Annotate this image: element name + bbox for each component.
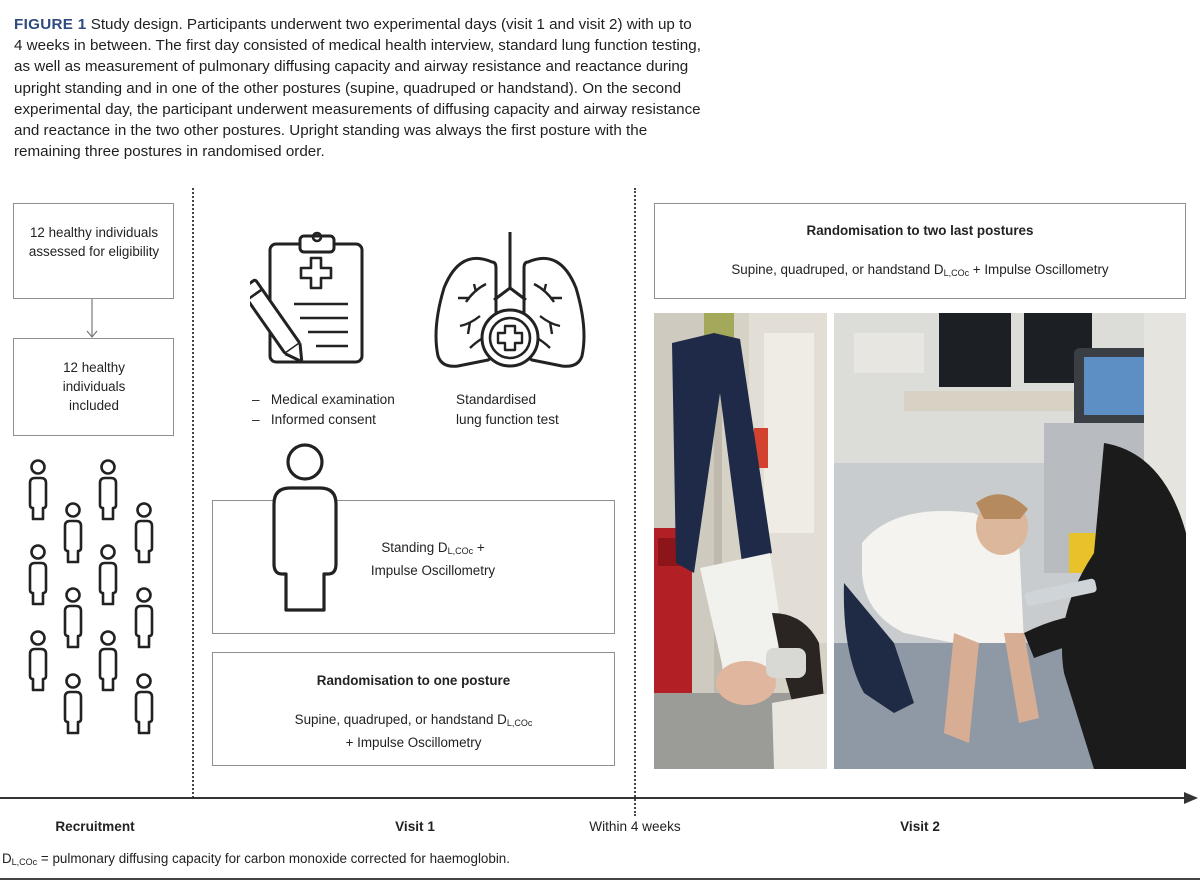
consent-list-item: – Informed consent [252,412,376,427]
separator-visit1-visit2 [634,188,636,816]
included-text: 12 healthy individuals included [62,360,126,413]
standing-person-icon [268,438,342,616]
timeline-visit1: Visit 1 [395,819,435,834]
bottom-rule [0,878,1200,880]
randomisation-one-title: Randomisation to one posture [316,673,511,688]
footnote: $D_{L,COc}$ = pulmonary diffusing capacity for carbon monoxide corrected for haemoglobin. [2,851,510,867]
participants-crowd-icon [20,455,190,755]
randomisation-one-text: Supine, quadruped, or handstand $D_{L,COc}$ + Impulse Oscillometry [294,712,533,750]
randomisation-two-text: Supine, quadruped, or handstand $D_{L,COc}$ + Impulse Oscillometry [731,262,1109,278]
timeline-visit2: Visit 2 [900,819,940,834]
lung-test-label-2: lung function test [456,412,559,427]
caption-text: Study design. Participants underwent two experimental days (visit 1 and visit 2) with up to 4 weeks in between. The first day consisted of medical health interview, standard lung function testing, as well as measurement of pulmonary diffusing capacity and airway resistance and reactance during upright standing and in one of the other postures (supine, quadruped or handstand). On the second experimental day, the participant underwent measurements of diffusing capacity and airway resistance and reactance in the two other postures. Upright standing was always the first posture with the remaining three postures in randomised order. [14,16,701,161]
figure-label: FIGURE 1 [14,16,87,33]
timeline-arrow-icon [0,788,1200,808]
eligibility-text: 12 healthy individuals assessed for eligibility [28,225,160,259]
handstand-photo [654,313,827,769]
included-box [13,338,174,436]
figure-caption [14,14,704,162]
exam-list-item: – Medical examination [252,392,395,407]
timeline-recruitment: Recruitment [55,819,135,834]
separator-recruitment-visit1 [192,188,194,798]
timeline-gap: Within 4 weeks [589,819,681,834]
flow-arrow-icon [84,299,100,339]
randomisation-two-title: Randomisation to two last postures [806,223,1034,238]
randomisation-two-postures-box [654,203,1186,299]
lung-test-label-1: Standardised [456,392,537,407]
standing-measurement-text: Standing $D_{L,COc}$ + Impulse Oscillometry [370,540,496,578]
clipboard-icon [250,228,370,368]
quadruped-photo [834,313,1186,769]
eligibility-box [13,203,174,299]
randomisation-one-posture-box [212,652,615,766]
lungs-icon [430,228,590,378]
